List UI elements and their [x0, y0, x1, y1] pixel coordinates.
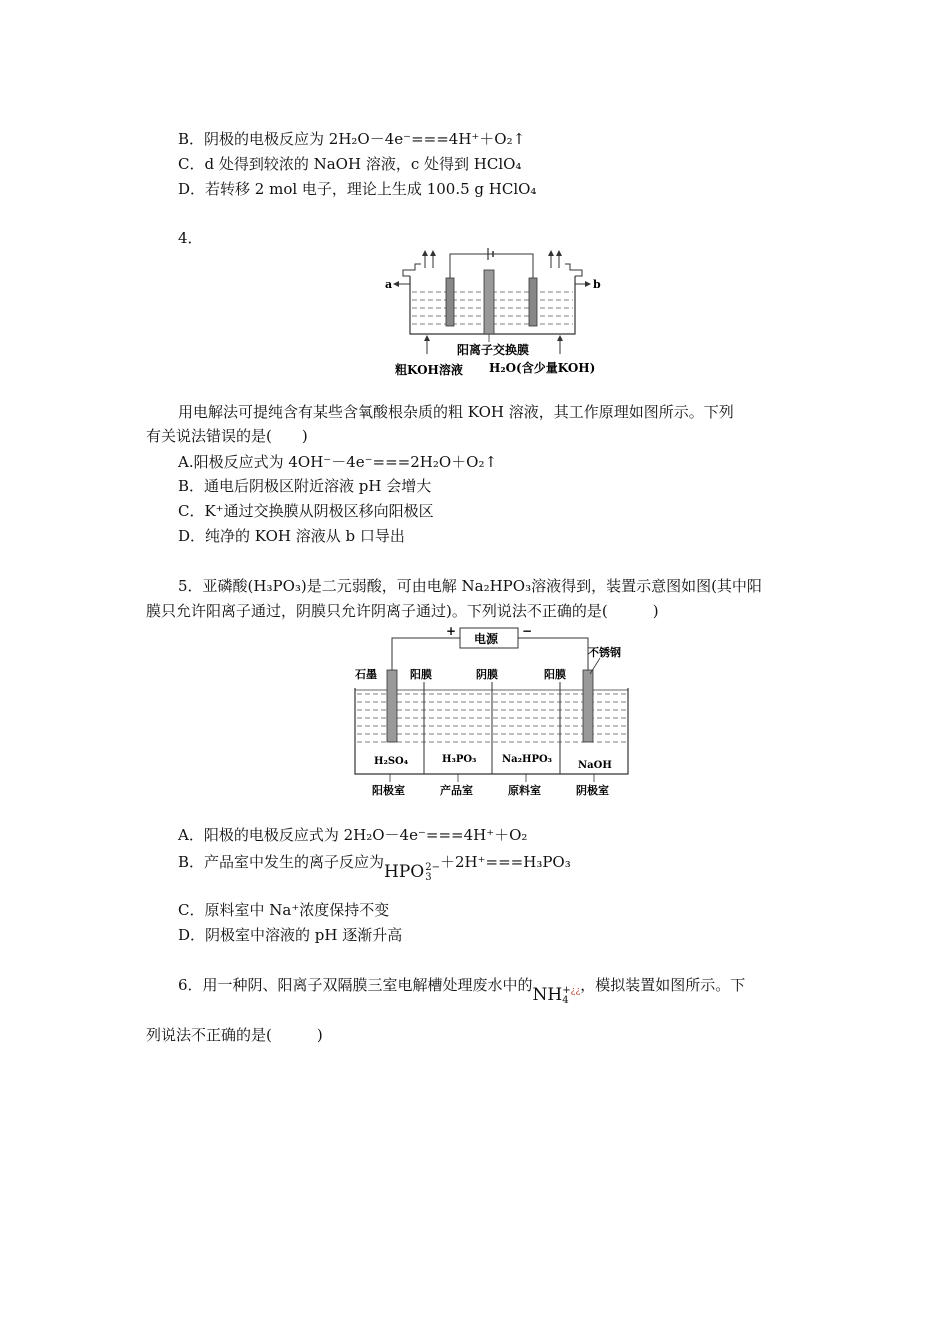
q5-solution-1: H₂SO₄ — [374, 756, 409, 767]
q4-option-a: A.阳极反应式为 4OH⁻－4e⁻===2H₂O＋O₂↑ — [178, 453, 498, 471]
q5-room-anode: 阳极室 — [372, 784, 405, 797]
q5-stem-line1: 5．亚磷酸(H₃PO₃)是二元弱酸，可由电解 Na₂HPO₃溶液得到，装置示意图如图(其中阳 — [178, 577, 762, 595]
q4-inlet-right: H₂O(含少量KOH) — [489, 361, 596, 375]
q5-option-b-suffix: ＋2H⁺===H₃PO₃ — [439, 853, 571, 871]
q5-solution-4: NaOH — [578, 760, 612, 771]
q5-electrolysis-figure — [350, 622, 635, 800]
q5-stem-line2: 膜只允许阳离子通过，阴膜只允许阴离子通过)。下列说法不正确的是( ) — [146, 602, 659, 620]
q4-membrane-label: 阳离子交换膜 — [457, 343, 530, 357]
q5-option-b-prefix: B．产品室中发生的离子反应为 — [178, 853, 385, 871]
q4-label-a: a — [385, 278, 393, 291]
q3-option-b: B．阴极的电极反应为 2H₂O－4e⁻===4H⁺＋O₂↑ — [178, 130, 526, 148]
q5-membrane1-label: 阳膜 — [410, 668, 432, 681]
q6-stem-line2: 列说法不正确的是( ) — [146, 1026, 323, 1044]
q5-option-b-ion: HPO 2− 3 — [384, 861, 440, 883]
q5-solution-2: H₃PO₃ — [442, 754, 477, 765]
q4-inlet-left: 粗KOH溶液 — [395, 363, 463, 377]
q5-option-d: D．阴极室中溶液的 pH 逐渐升高 — [178, 926, 403, 944]
q5-option-c: C．原料室中 Na⁺浓度保持不变 — [178, 901, 390, 919]
q5-membrane2-label: 阴膜 — [476, 668, 498, 681]
q5-minus: − — [522, 624, 533, 638]
q5-option-a: A．阳极的电极反应式为 2H₂O－4e⁻===4H⁺＋O₂ — [178, 826, 528, 844]
q5-plus: + — [446, 624, 457, 638]
q5-room-raw: 原料室 — [508, 784, 541, 797]
q5-graphite-label: 石墨 — [355, 668, 377, 681]
q3-option-d: D．若转移 2 mol 电子，理论上生成 100.5 g HClO₄ — [178, 180, 537, 198]
q5-solution-3: Na₂HPO₃ — [502, 754, 553, 765]
q4-electrolysis-figure — [385, 246, 605, 380]
q4-option-d: D．纯净的 KOH 溶液从 b 口导出 — [178, 527, 405, 545]
q6-stem-line1: 6．用一种阴、阳离子双隔膜三室电解槽处理废水中的NH +¿¿ 4 ，模拟装置如图所示。下 — [178, 976, 746, 1006]
q5-option-b — [178, 852, 571, 883]
q5-power-label: 电源 — [474, 632, 499, 646]
q3-option-c: C．d 处得到较浓的 NaOH 溶液，c 处得到 HClO₄ — [178, 155, 522, 173]
q6-ion: NH +¿¿ 4 — [532, 984, 581, 1006]
q4-stem-line1: 用电解法可提纯含有某些含氧酸根杂质的粗 KOH 溶液，其工作原理如图所示。下列 — [178, 403, 734, 421]
q4-stem-line2: 有关说法错误的是( ) — [146, 427, 308, 445]
q5-room-product: 产品室 — [440, 784, 473, 797]
q5-room-cathode: 阴极室 — [576, 784, 609, 797]
q4-label-b: b — [593, 278, 601, 291]
q4-number: 4． — [178, 229, 203, 247]
q4-option-c: C．K⁺通过交换膜从阴极区移向阳极区 — [178, 502, 434, 520]
q5-steel-label: 不锈钢 — [588, 646, 621, 659]
q5-membrane3-label: 阳膜 — [544, 668, 566, 681]
q4-option-b: B．通电后阴极区附近溶液 pH 会增大 — [178, 477, 432, 495]
